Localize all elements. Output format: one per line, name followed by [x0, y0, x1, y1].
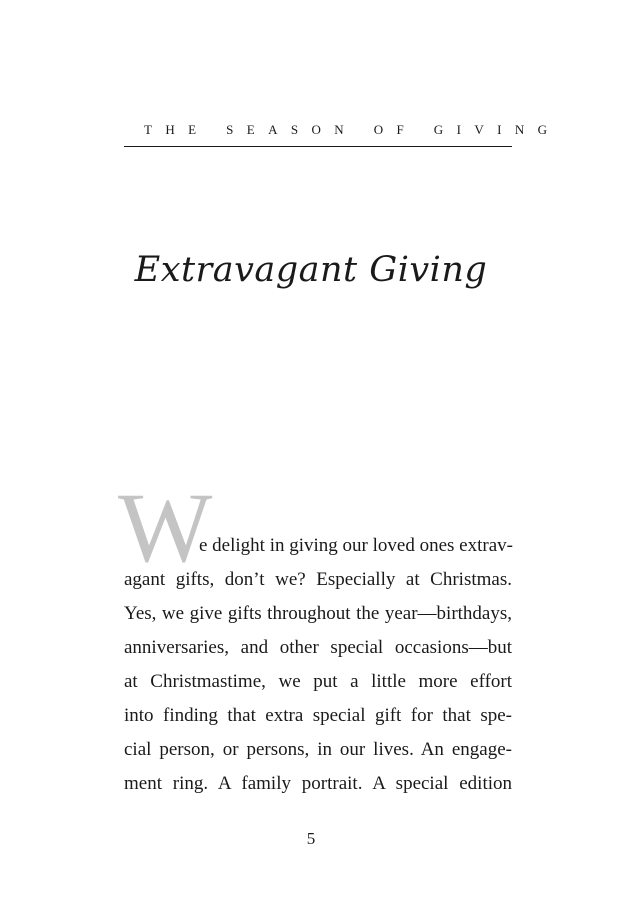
running-header	[124, 119, 561, 147]
drop-cap: W	[118, 472, 213, 583]
text-line: ment ring. A family portrait. A special edition	[124, 773, 512, 794]
chapter-title: Extravagant Giving	[134, 250, 488, 290]
text-line: agant gifts, don’t we? Especially at Christmas.	[124, 569, 512, 590]
running-header-text: THE SEASON OF GIVING	[144, 122, 561, 137]
text-line: at Christmastime, we put a little more effort	[124, 671, 512, 692]
text-line: e delight in giving our loved ones extrav-	[199, 535, 513, 556]
text-line: anniversaries, and other special occasions—but	[124, 637, 512, 658]
text-line: cial person, or persons, in our lives. An engage-	[124, 739, 512, 760]
text-line: Yes, we give gifts throughout the year—birthdays,	[124, 603, 512, 624]
page-number: 5	[306, 829, 316, 848]
body-paragraph	[124, 529, 512, 801]
text-line: into finding that extra special gift for that spe-	[124, 705, 512, 726]
